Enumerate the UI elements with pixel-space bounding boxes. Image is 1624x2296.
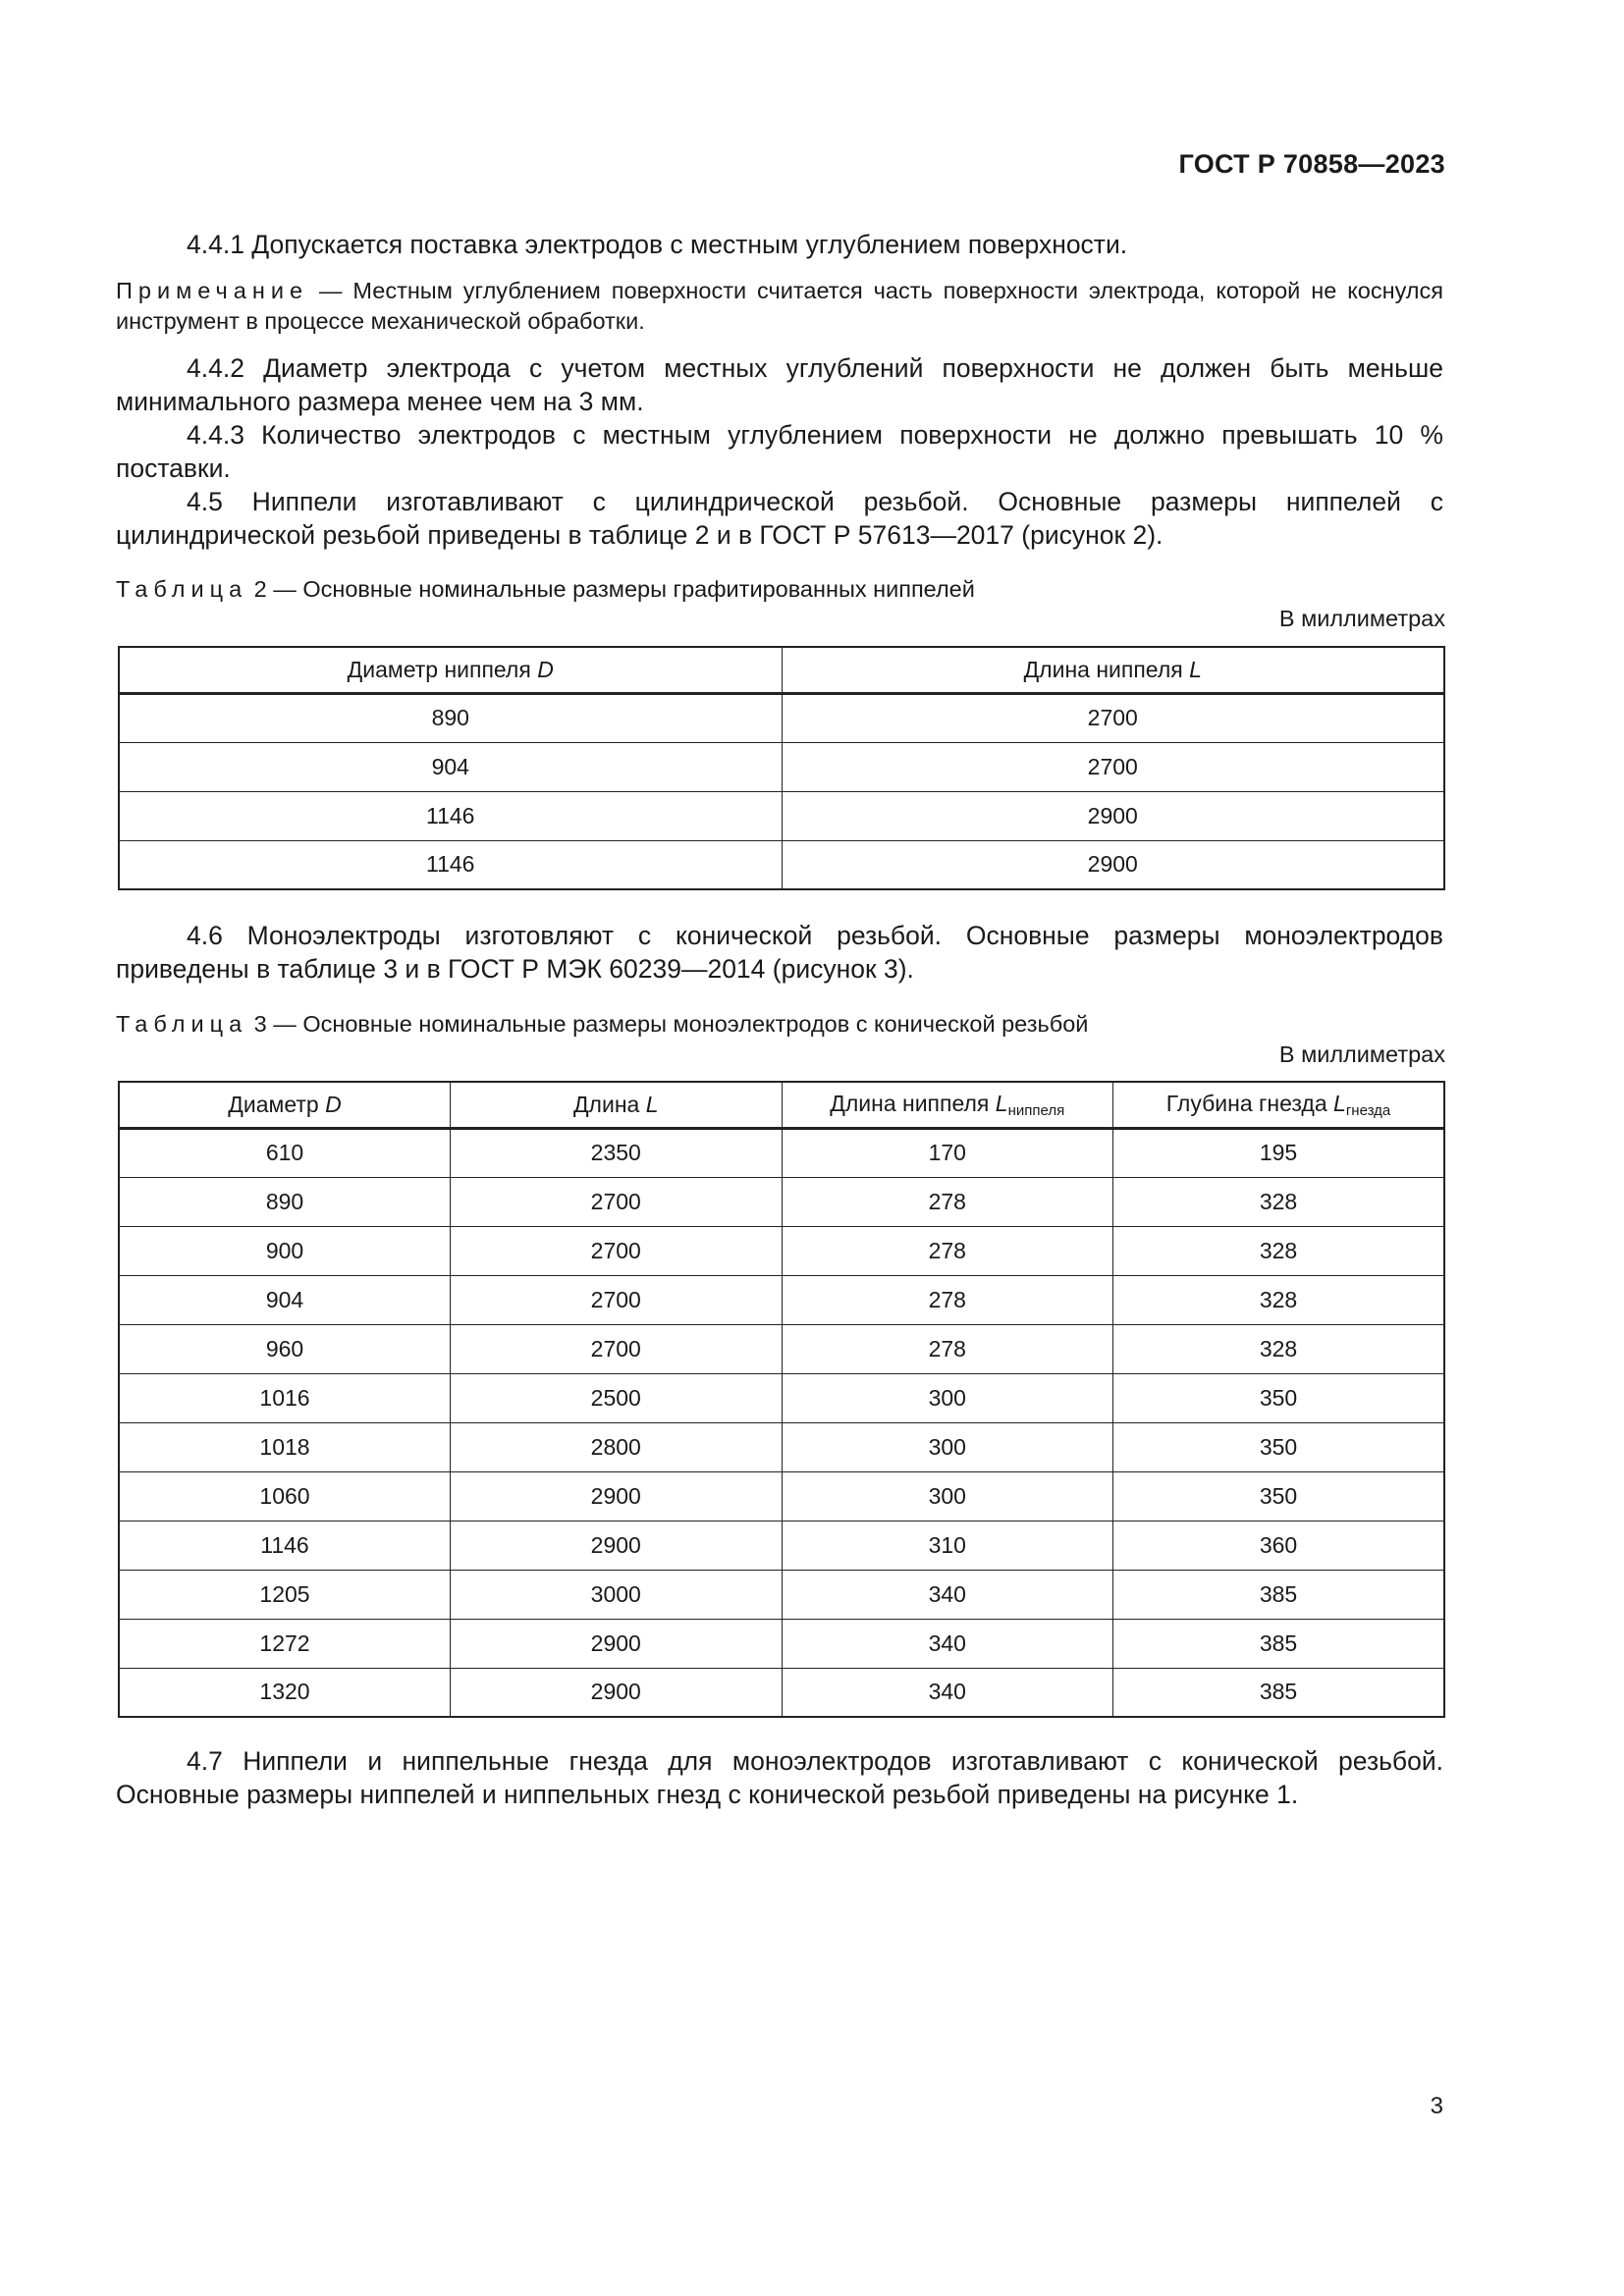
table3-caption: Таблица 3 — Основные номинальные размеры моноэлектродов с конической резьбой — [116, 1011, 1089, 1037]
table-cell: 2700 — [451, 1324, 783, 1373]
table-3 — [118, 1081, 1445, 1718]
table-cell: 2900 — [451, 1471, 783, 1521]
table2-units: В миллиметрах — [1278, 606, 1445, 631]
table-cell: 2900 — [451, 1668, 783, 1717]
table-cell: 300 — [782, 1471, 1113, 1521]
table-cell: 2900 — [782, 791, 1444, 840]
table-cell: 328 — [1113, 1177, 1445, 1226]
table-cell: 195 — [1113, 1128, 1445, 1177]
table-row — [119, 1668, 1444, 1717]
table-cell: 1018 — [119, 1422, 451, 1471]
table-cell: 328 — [1113, 1324, 1445, 1373]
header-cell: Длина L — [451, 1082, 783, 1128]
note-label: Примечание — [116, 278, 309, 303]
table-row — [119, 1226, 1444, 1275]
table-row — [119, 1521, 1444, 1570]
table-cell: 340 — [782, 1668, 1113, 1717]
paragraph-4-6: 4.6 Моноэлектроды изготовляют с конической резьбой. Основные размеры моноэлектродов приведены в таблице 3 и в ГОСТ Р МЭК 60239—2014 (рисунок 3). — [116, 921, 1443, 984]
table-cell: 1205 — [119, 1570, 451, 1619]
table-cell: 2900 — [451, 1619, 783, 1668]
table-cell: 1060 — [119, 1471, 451, 1521]
page-number: 3 — [1430, 2093, 1443, 2119]
paragraph-4-4-2: 4.4.2 Диаметр электрода с учетом местных углублений поверхности не должен быть меньше минимального размера менее чем на 3 мм. — [116, 353, 1443, 416]
standard-header: ГОСТ Р 70858—2023 — [1178, 149, 1445, 179]
table-cell: 904 — [119, 1275, 451, 1324]
table-cell: 328 — [1113, 1275, 1445, 1324]
table-cell: 960 — [119, 1324, 451, 1373]
table-2 — [118, 646, 1445, 890]
table-cell: 2700 — [782, 693, 1444, 742]
table-row — [119, 840, 1444, 889]
paragraph-4-4-3: 4.4.3 Количество электродов с местным углублением поверхности не должно превышать 10 % поставки. — [116, 420, 1443, 483]
table-cell: 300 — [782, 1422, 1113, 1471]
table-cell: 610 — [119, 1128, 451, 1177]
table-row — [119, 1619, 1444, 1668]
table-cell: 170 — [782, 1128, 1113, 1177]
table-row — [119, 1570, 1444, 1619]
table-cell: 340 — [782, 1570, 1113, 1619]
table-cell: 300 — [782, 1373, 1113, 1422]
table-row — [119, 1324, 1444, 1373]
table-header-row — [119, 1082, 1444, 1128]
table-cell: 278 — [782, 1226, 1113, 1275]
header-cell: Длина ниппеля $L_{ниппеля}$ — [782, 1082, 1113, 1128]
table-cell: 2350 — [451, 1128, 783, 1177]
table-cell: 2700 — [451, 1226, 783, 1275]
table-cell: 385 — [1113, 1570, 1445, 1619]
table-cell: 900 — [119, 1226, 451, 1275]
table-cell: 2900 — [451, 1521, 783, 1570]
table-row — [119, 1128, 1444, 1177]
table-row — [119, 1275, 1444, 1324]
table-cell: 1016 — [119, 1373, 451, 1422]
table-cell: 1272 — [119, 1619, 451, 1668]
table-cell: 2700 — [782, 742, 1444, 791]
table-cell: 385 — [1113, 1619, 1445, 1668]
table-row — [119, 1422, 1444, 1471]
table-cell: 385 — [1113, 1668, 1445, 1717]
table-cell: 340 — [782, 1619, 1113, 1668]
table-cell: 2700 — [451, 1177, 783, 1226]
paragraph-4-7: 4.7 Ниппели и ниппельные гнезда для моноэлектродов изготавливают с конической резьбой. Основные размеры ниппелей и ниппельных гнезд с конической резьбой приведены на рисунке 1. — [116, 1746, 1443, 1809]
header-cell: Диаметр D — [119, 1082, 451, 1128]
header-cell: Диаметр ниппеля D — [119, 647, 782, 693]
table-cell: 890 — [119, 693, 782, 742]
table-cell: 1320 — [119, 1668, 451, 1717]
table-cell: 360 — [1113, 1521, 1445, 1570]
table-cell: 3000 — [451, 1570, 783, 1619]
table-cell: 904 — [119, 742, 782, 791]
paragraph-4-5: 4.5 Ниппели изготавливают с цилиндрической резьбой. Основные размеры ниппелей с цилиндрической резьбой приведены в таблице 2 и в ГОСТ Р 57613—2017 (рисунок 2). — [116, 487, 1443, 550]
table-cell: 890 — [119, 1177, 451, 1226]
table-cell: 278 — [782, 1177, 1113, 1226]
table-row — [119, 1177, 1444, 1226]
table-cell: 1146 — [119, 840, 782, 889]
table-row — [119, 1471, 1444, 1521]
paragraph-4-4-1: 4.4.1 Допускается поставка электродов с местным углублением поверхности. — [187, 230, 1128, 259]
table-cell: 1146 — [119, 1521, 451, 1570]
table-cell: 350 — [1113, 1373, 1445, 1422]
table-cell: 278 — [782, 1324, 1113, 1373]
note-text: — Местным углублением поверхности считается часть поверхности электрода, которой не коснулся инструмент в процессе механической обработки. — [116, 278, 1443, 334]
table-row — [119, 791, 1444, 840]
header-cell: Глубина гнезда $L_{гнезда}$ — [1113, 1082, 1445, 1128]
table-cell: 2700 — [451, 1275, 783, 1324]
table3-units: В миллиметрах — [1278, 1041, 1445, 1067]
table3-body — [119, 1128, 1444, 1717]
table-cell: 1146 — [119, 791, 782, 840]
table-cell: 278 — [782, 1275, 1113, 1324]
table-cell: 350 — [1113, 1422, 1445, 1471]
header-cell: Длина ниппеля L — [782, 647, 1444, 693]
table-cell: 2900 — [782, 840, 1444, 889]
table-cell: 310 — [782, 1521, 1113, 1570]
table-cell: 350 — [1113, 1471, 1445, 1521]
note — [116, 276, 1443, 337]
table-header-row — [119, 647, 1444, 693]
table-cell: 328 — [1113, 1226, 1445, 1275]
table-row — [119, 1373, 1444, 1422]
table-cell: 2500 — [451, 1373, 783, 1422]
table-row — [119, 742, 1444, 791]
table2-caption: Таблица 2 — Основные номинальные размеры графитированных ниппелей — [116, 576, 975, 602]
table-cell: 2800 — [451, 1422, 783, 1471]
table-row — [119, 693, 1444, 742]
